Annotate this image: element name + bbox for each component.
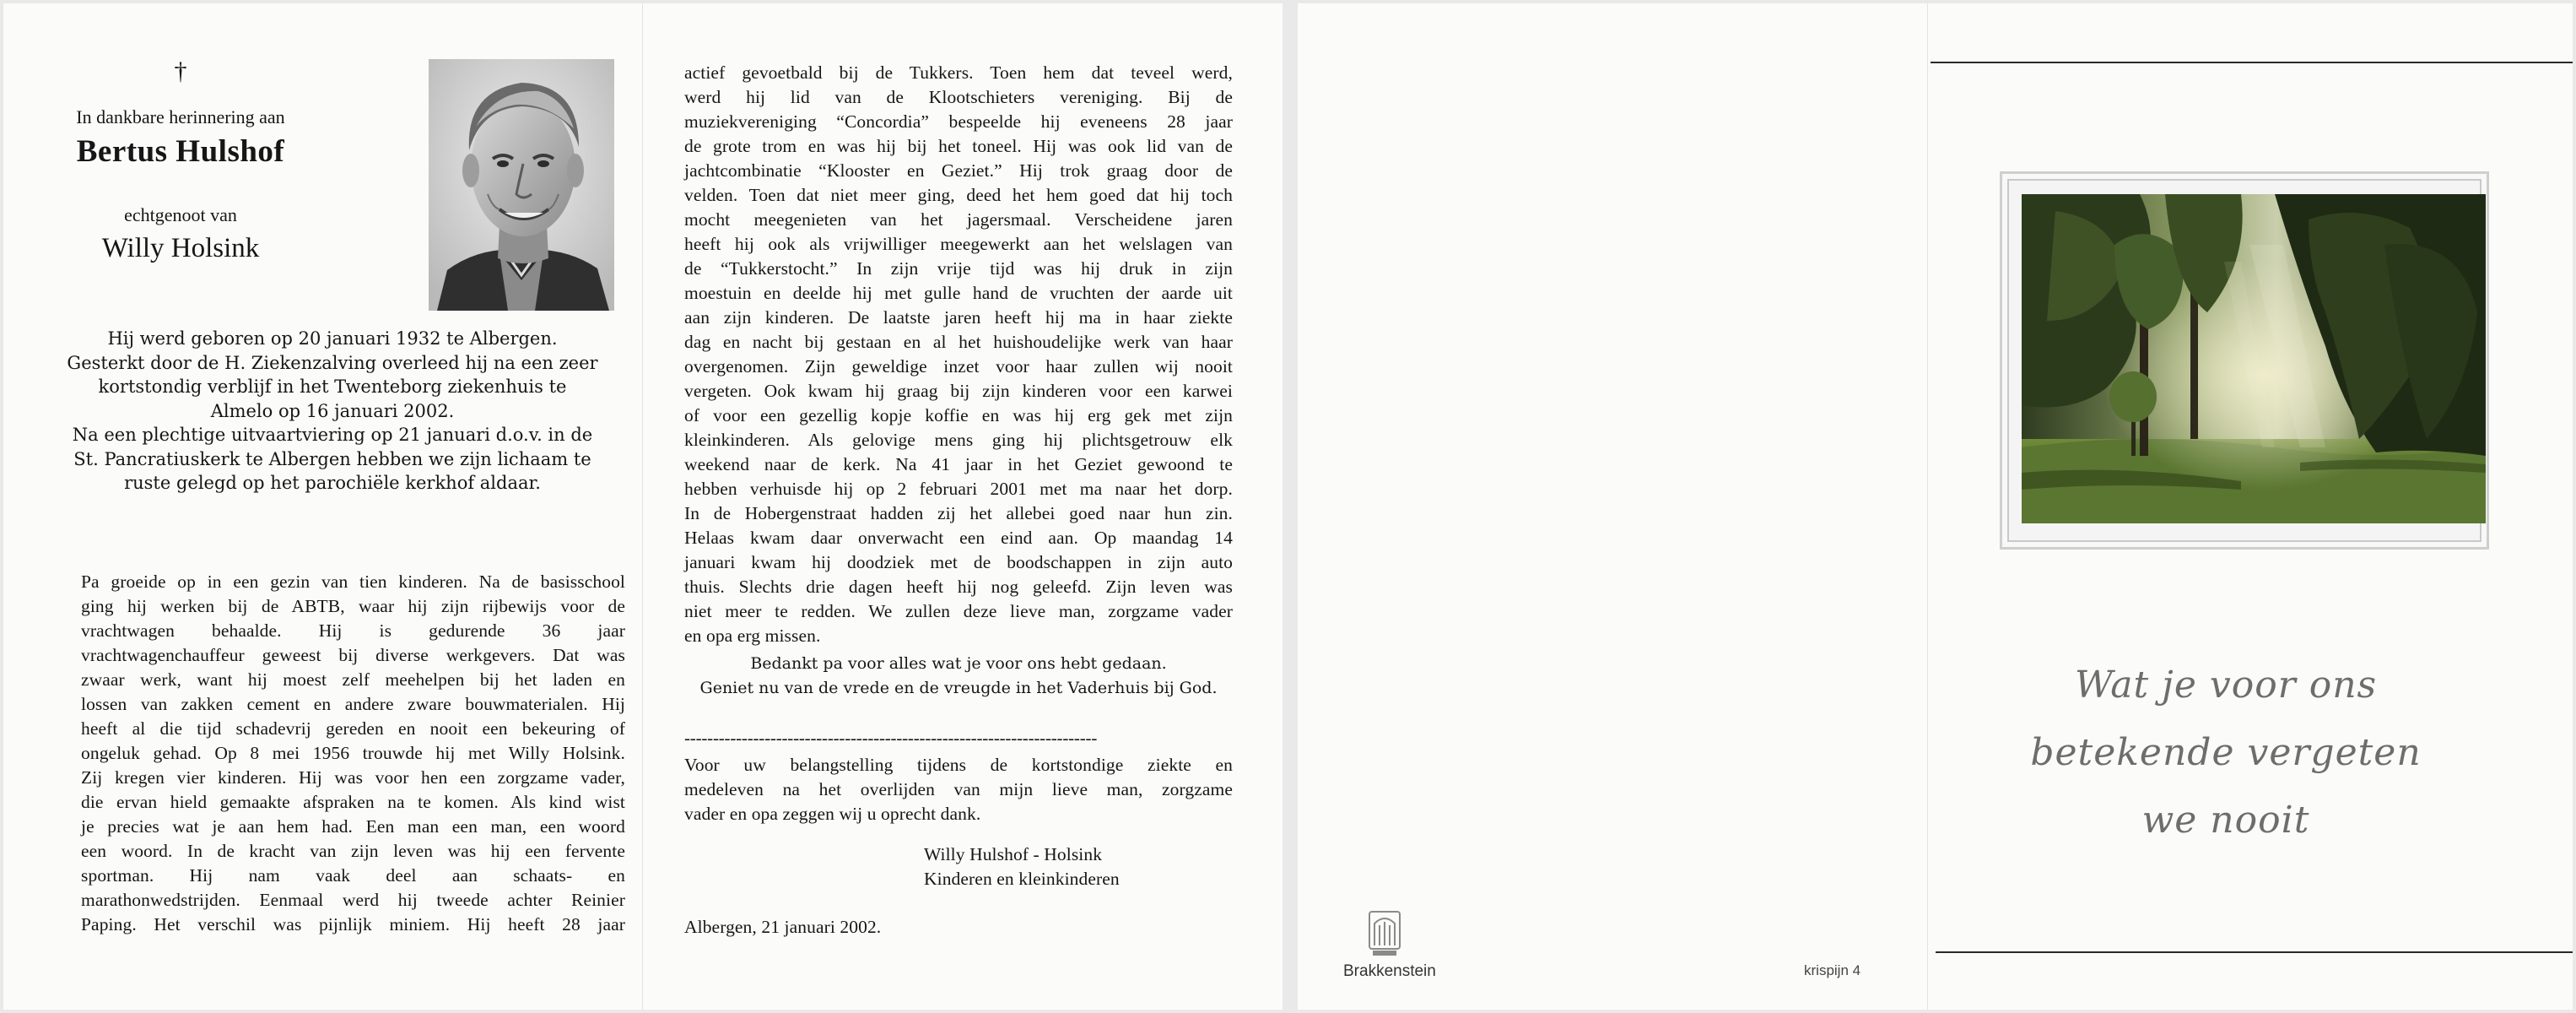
top-rule [1931,62,2573,63]
story-line: of voor een gezellig kopje koffie en was hij erg gek met zijn [684,405,1233,425]
story-line: kleinkinderen. Als gelovige mens ging hij plichtsgetrouw elk [684,430,1233,450]
spouse-name: Willy Holsink [101,233,260,263]
quote-line: Wat je voor ons [2074,664,2378,707]
story-line: ongeluk gehad. Op 8 mei 1956 trouwde hij met Willy Holsink. [81,743,625,763]
bio-line: kortstondig verblijf in het Twenteborg ziekenhuis te [98,376,567,397]
signature-line: Willy Hulshof - Holsink [924,844,1103,864]
prayer-line: Geniet nu van de vrede en de vreugde in het Vaderhuis bij God. [699,679,1218,697]
card-inside-spread [3,3,1283,1010]
story-line: lossen van zakken cement en andere zware bouwmaterialen. Hij [81,694,625,714]
story-line: mocht meegenieten van het jagersmaal. Verscheidene jaren [684,209,1233,230]
story-line: een woord. In de kracht van zijn leven was hij een fervente [81,841,625,861]
bio-block [37,327,628,496]
story-line: werd hij lid van de Klootschieters vereniging. Bij de [684,87,1233,107]
bio-line: Na een plechtige uitvaartviering op 21 januari d.o.v. in de [72,425,593,445]
landscape-photo [2022,194,2486,523]
story-line: actief gevoetbald bij de Tukkers. Toen hem dat teveel werd, [684,62,1233,83]
thanks-line: vader en opa zeggen wij u oprecht dank. [684,804,981,824]
bio-line: ruste gelegd op het parochiële kerkhof aldaar. [124,473,541,493]
quote-line: we nooit [2141,799,2310,842]
story-line: jachtcombinatie “Klooster en Geziet.” Hij trok graag door de [684,160,1233,181]
life-story-left [81,570,625,937]
dashed-divider: ------------------------------------------------------------------------ [684,728,1098,748]
story-line: heeft hij ook als vrijwilliger meegewerkt aan het welslagen van [684,234,1233,254]
bio-line: Almelo op 16 januari 2002. [210,400,455,421]
story-line: niet meer te redden. We zullen deze lieve man, zorgzame vader [684,601,1233,621]
life-story-right [684,61,1233,648]
story-line: Helaas kwam daar onverwacht een eind aan. Op maandag 14 [684,528,1233,548]
story-line: Pa groeide op in een gezin van tien kinderen. Na de basisschool [81,572,625,592]
story-line: ging hij werken bij de ABTB, waar hij zijn rijbewijs voor de [81,596,625,616]
story-line: de grote trom en was hij bij het toneel. Hij was ook lid van de [684,136,1233,156]
fold-line [1927,3,1928,1010]
publisher-name: Brakkenstein [1343,962,1436,980]
story-line: overgenomen. Zijn geweldige inzet voor haar zullen wij nooit [684,356,1233,376]
story-line: marathonwedstrijden. Eenmaal werd hij tweede achter Reinier [81,890,625,910]
spouse-label: echtgenoot van [124,204,237,225]
story-line: sportman. Hij nam vaak deel aan schaats- en [81,865,625,886]
story-line: die ervan hield gemaakte afspraken na te komen. Als kind wist [81,792,625,812]
story-line: Zij kregen vier kinderen. Hij was voor hen een zorgzame vader, [81,767,625,788]
quote-block [1939,652,2513,854]
story-line: muziekvereniging “Concordia” bespeelde hij eveneens 28 jaar [684,111,1233,132]
story-line: In de Hobergenstraat hadden zij het allebei goed naar hun zin. [684,503,1233,523]
signature-block [924,842,1228,891]
thanks-line: medeleven na het overlijden van mijn lieve man, zorgzame [684,779,1233,799]
story-line: je precies wat je aan hem had. Een man een man, een woord [81,816,625,837]
fold-line [642,3,643,1010]
story-line: weekend naar de kerk. Na 41 jaar in het Geziet gewoond te [684,454,1233,474]
prayer-line: Bedankt pa voor alles wat je voor ons hebt gedaan. [750,654,1167,673]
story-line: januari kwam hij doodziek met de boodschappen in zijn auto [684,552,1233,572]
deceased-name: Bertus Hulshof [76,134,285,169]
story-line: zwaar werk, want hij moest zelf meehelpen bij het laden en [81,669,625,690]
bio-line: Hij werd geboren op 20 januari 1932 te Albergen. [107,328,558,349]
story-line: moestuin en deelde hij met gulle hand de vruchten der aarde uit [684,283,1233,303]
story-line: dag en nacht bij gestaan en al het huishoudelijke werk van haar [684,332,1233,352]
quote-line: betekende vergeten [2030,731,2422,774]
story-line: aan zijn kinderen. De laatste jaren heeft hij ma in haar ziekte [684,307,1233,328]
story-line: thuis. Slechts drie dagen heeft hij nog geleefd. Zijn leven was [684,577,1233,597]
card-code: krispijn 4 [1804,962,1861,978]
story-line: vergeten. Ook kwam hij graag bij zijn kinderen voor een karwei [684,381,1233,401]
thanks-line: Voor uw belangstelling tijdens de kortstondige ziekte en [684,755,1233,775]
story-line: vrachtwagenchauffeur geweest bij diverse werkgevers. Dat was [81,645,625,665]
story-line: heeft al die tijd schadevrij gereden en nooit een bekeuring of [81,718,625,739]
signature-line: Kinderen en kleinkinderen [924,869,1120,889]
portrait-photo [429,59,614,311]
bio-line: Gesterkt door de H. Ziekenzalving overleed hij na een zeer [67,352,598,373]
story-line: vrachtwagen behaalde. Hij is gedurende 36 jaar [81,620,625,641]
intro-text: In dankbare herinnering aan [76,106,285,127]
story-line: hebben verhuisde hij op 2 februari 2001 met ma naar het dorp. [684,479,1233,499]
story-line: Paping. Het verschil was pijnlijk miniem. Hij heeft 28 jaar [81,914,625,934]
thanks-block [684,753,1233,826]
publisher-logo-icon [1366,908,1403,959]
story-line: en opa erg missen. [684,626,821,646]
bio-line: St. Pancratiuskerk te Albergen hebben we zijn lichaam te [73,448,591,469]
bottom-rule [1936,951,2573,953]
card-cover-spread [1298,3,2573,1010]
cross-symbol: † [174,57,187,85]
prayer-block [684,652,1233,701]
place-date: Albergen, 21 januari 2002. [684,917,882,937]
story-line: de “Tukkerstocht.” In zijn vrije tijd was hij druk in zijn [684,258,1233,279]
story-line: velden. Toen dat niet meer ging, deed het hem goed dat hij toch [684,185,1233,205]
